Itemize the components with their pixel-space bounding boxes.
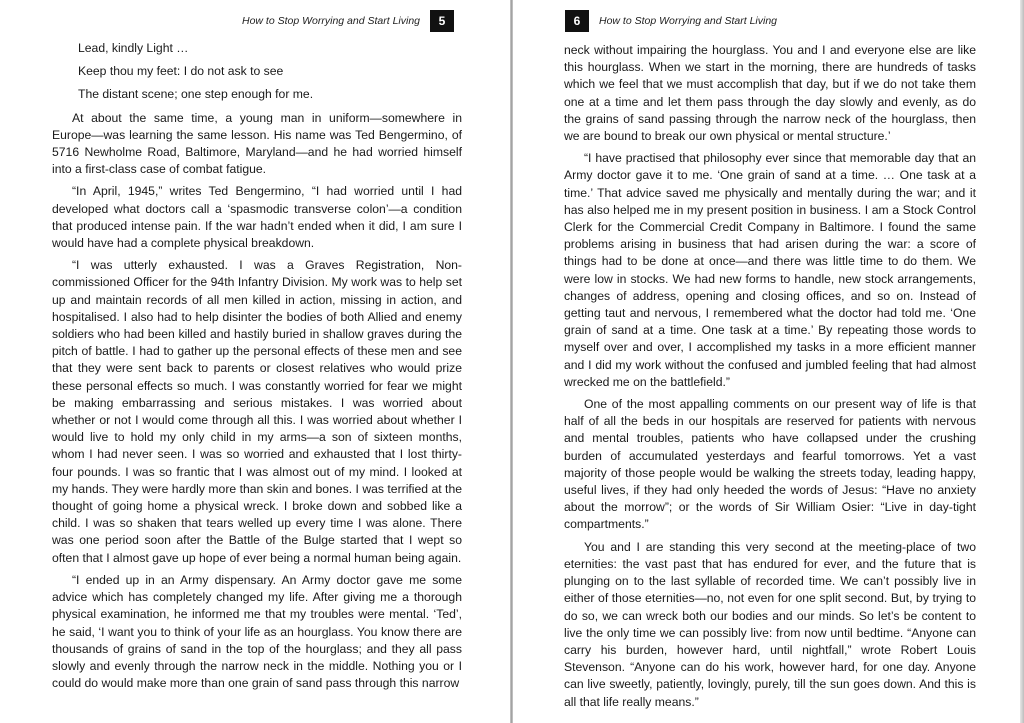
right-page [513,0,1024,723]
left-page-body [52,40,462,697]
paragraph: “I have practised that philosophy ever since that memorable day that an Army doctor gave it to me. ‘One grain of sand at a time. … One task at a time.’ That advice saved me physically and mentally during the war; and it has also helped me in my present position in business. I am a Stock Control Clerk for the Commercial Credit Company in Baltimore. I found the same problems arising in business that had arisen during the war: a score of things had to be done at once—and there was little time to do them. We were low in stocks. We had new forms to handle, new stock arrangements, changes of address, opening and closing offices, and so on. Instead of getting taut and nervous, I remembered what the doctor had told me. ‘One grain of sand at a time. One task at a time.’ By repeating those words to myself over and over, I accomplished my tasks in a more efficient manner and I did my work without the confused and jumbled feeling that had almost wrecked me on the battlefield.” [564,151,976,389]
paragraph: You and I are standing this very second at the meeting-place of two eternities: the vast past that has endured for ever, and the future that is plunging on to the last syllable of recorded time. We can’t possibly live in either of those eternities—no, not even for one split second. But, by trying to do so, we can wreck both our bodies and our minds. So let’s be content to live the only time we can possibly live: from now until bedtime. “Anyone can carry his burden, however hard, until nightfall,” wrote Robert Louis Stevenson. “Anyone can do his work, however hard, for one day. Anyone can live sweetly, patiently, lovingly, purely, till the sun goes down. And this is all that life really means.” [564,539,976,709]
right-running-head [565,10,777,32]
continuation-paragraph: neck without impairing the hourglass. You and I and everyone else are like this hourglass. When we start in the morning, there are hundreds of tasks which we feel that we must accomplish that day, but if we do not take them one at a time and let them pass through the day slowly and evenly, as do the grains of sand passing through the narrow neck of the hourglass, then we are bound to break our own physical or mental structure.’ [564,43,976,144]
verse-line: Lead, kindly Light … [78,41,189,55]
left-running-head-title: How to Stop Worrying and Start Living [242,15,420,27]
paragraph: At about the same time, a young man in uniform—somewhere in Europe—was learning the same lesson. His name was Ted Bengermino, of 5716 Newholme Road, Baltimore, Maryland—and he had worried himself into a first-class case of combat fatigue. [52,110,462,177]
paragraph: One of the most appalling comments on our present way of life is that half of all the beds in our hospitals are reserved for patients with nervous and mental troubles, patients who have collapsed under the crushing burden of accumulated yesterdays and fearful tomorrows. Yet a vast majority of those people would be walking the streets today, leading happy, useful lives, if they had only heeded the words of Jesus: “Have no anxiety about the morrow”; or the words of Sir William Osier: “Live in day-tight compartments.” [564,397,976,532]
paragraph: “I was utterly exhausted. I was a Graves Registration, Non-commissioned Officer for the 94th Infantry Division. My work was to help set up and maintain records of all men killed in action, missing in action, and hospitalised. I also had to help disinter the bodies of both Allied and enemy soldiers who had been killed and hastily buried in shallow graves during the pitch of battle. I had to gather up the personal effects of these men and see that they were sent back to parents or closest relatives who would prize these personal effects so much. I was constantly worried for fear we might be making embarrassing and serious mistakes. I was worried about whether or not I would come through all this. I was worried about whether I would live to hold my only child in my arms—a son of sixteen months, whom I had never seen. I was so worried and exhausted that I lost thirty-four pounds. I was so frantic that I was almost out of my mind. I looked at my hands. They were hardly more than skin and bones. I was terrified at the thought of going home a physical wreck. I broke down and sobbed like a child. I was so shaken that tears welled up every time I was alone. There was one period soon after the Battle of the Bulge started that I wept so often that I almost gave up hope of ever being a normal human being again. [52,258,462,565]
page-edge [1020,0,1024,723]
right-running-head-title: How to Stop Worrying and Start Living [599,15,777,27]
right-page-number: 6 [565,10,589,32]
left-running-head [242,10,454,32]
paragraph: “I ended up in an Army dispensary. An Army doctor gave me some advice which has completely changed my life. After giving me a thorough physical examination, he informed me that my troubles were mental. ‘Ted’, he said, ‘I want you to think of your life as an hourglass. You know there are thousands of grains of sand in the top of the hourglass; and they all pass slowly and evenly through the narrow neck in the middle. Nothing you or I could do would make more than one grain of sand pass through this narrow [52,572,462,691]
left-page [0,0,511,723]
right-page-body [564,42,976,716]
verse-line: The distant scene; one step enough for me. [78,87,314,102]
paragraph: “In April, 1945,” writes Ted Bengermino, “I had worried until I had developed what doctors call a ‘spasmodic transverse colon’—a condition that produced intense pain. If the war hadn’t ended when it did, I am sure I would have had a complete physical breakdown. [52,184,462,251]
left-page-number: 5 [430,10,454,32]
verse-line: Keep thou my feet: I do not ask to see [78,64,284,79]
